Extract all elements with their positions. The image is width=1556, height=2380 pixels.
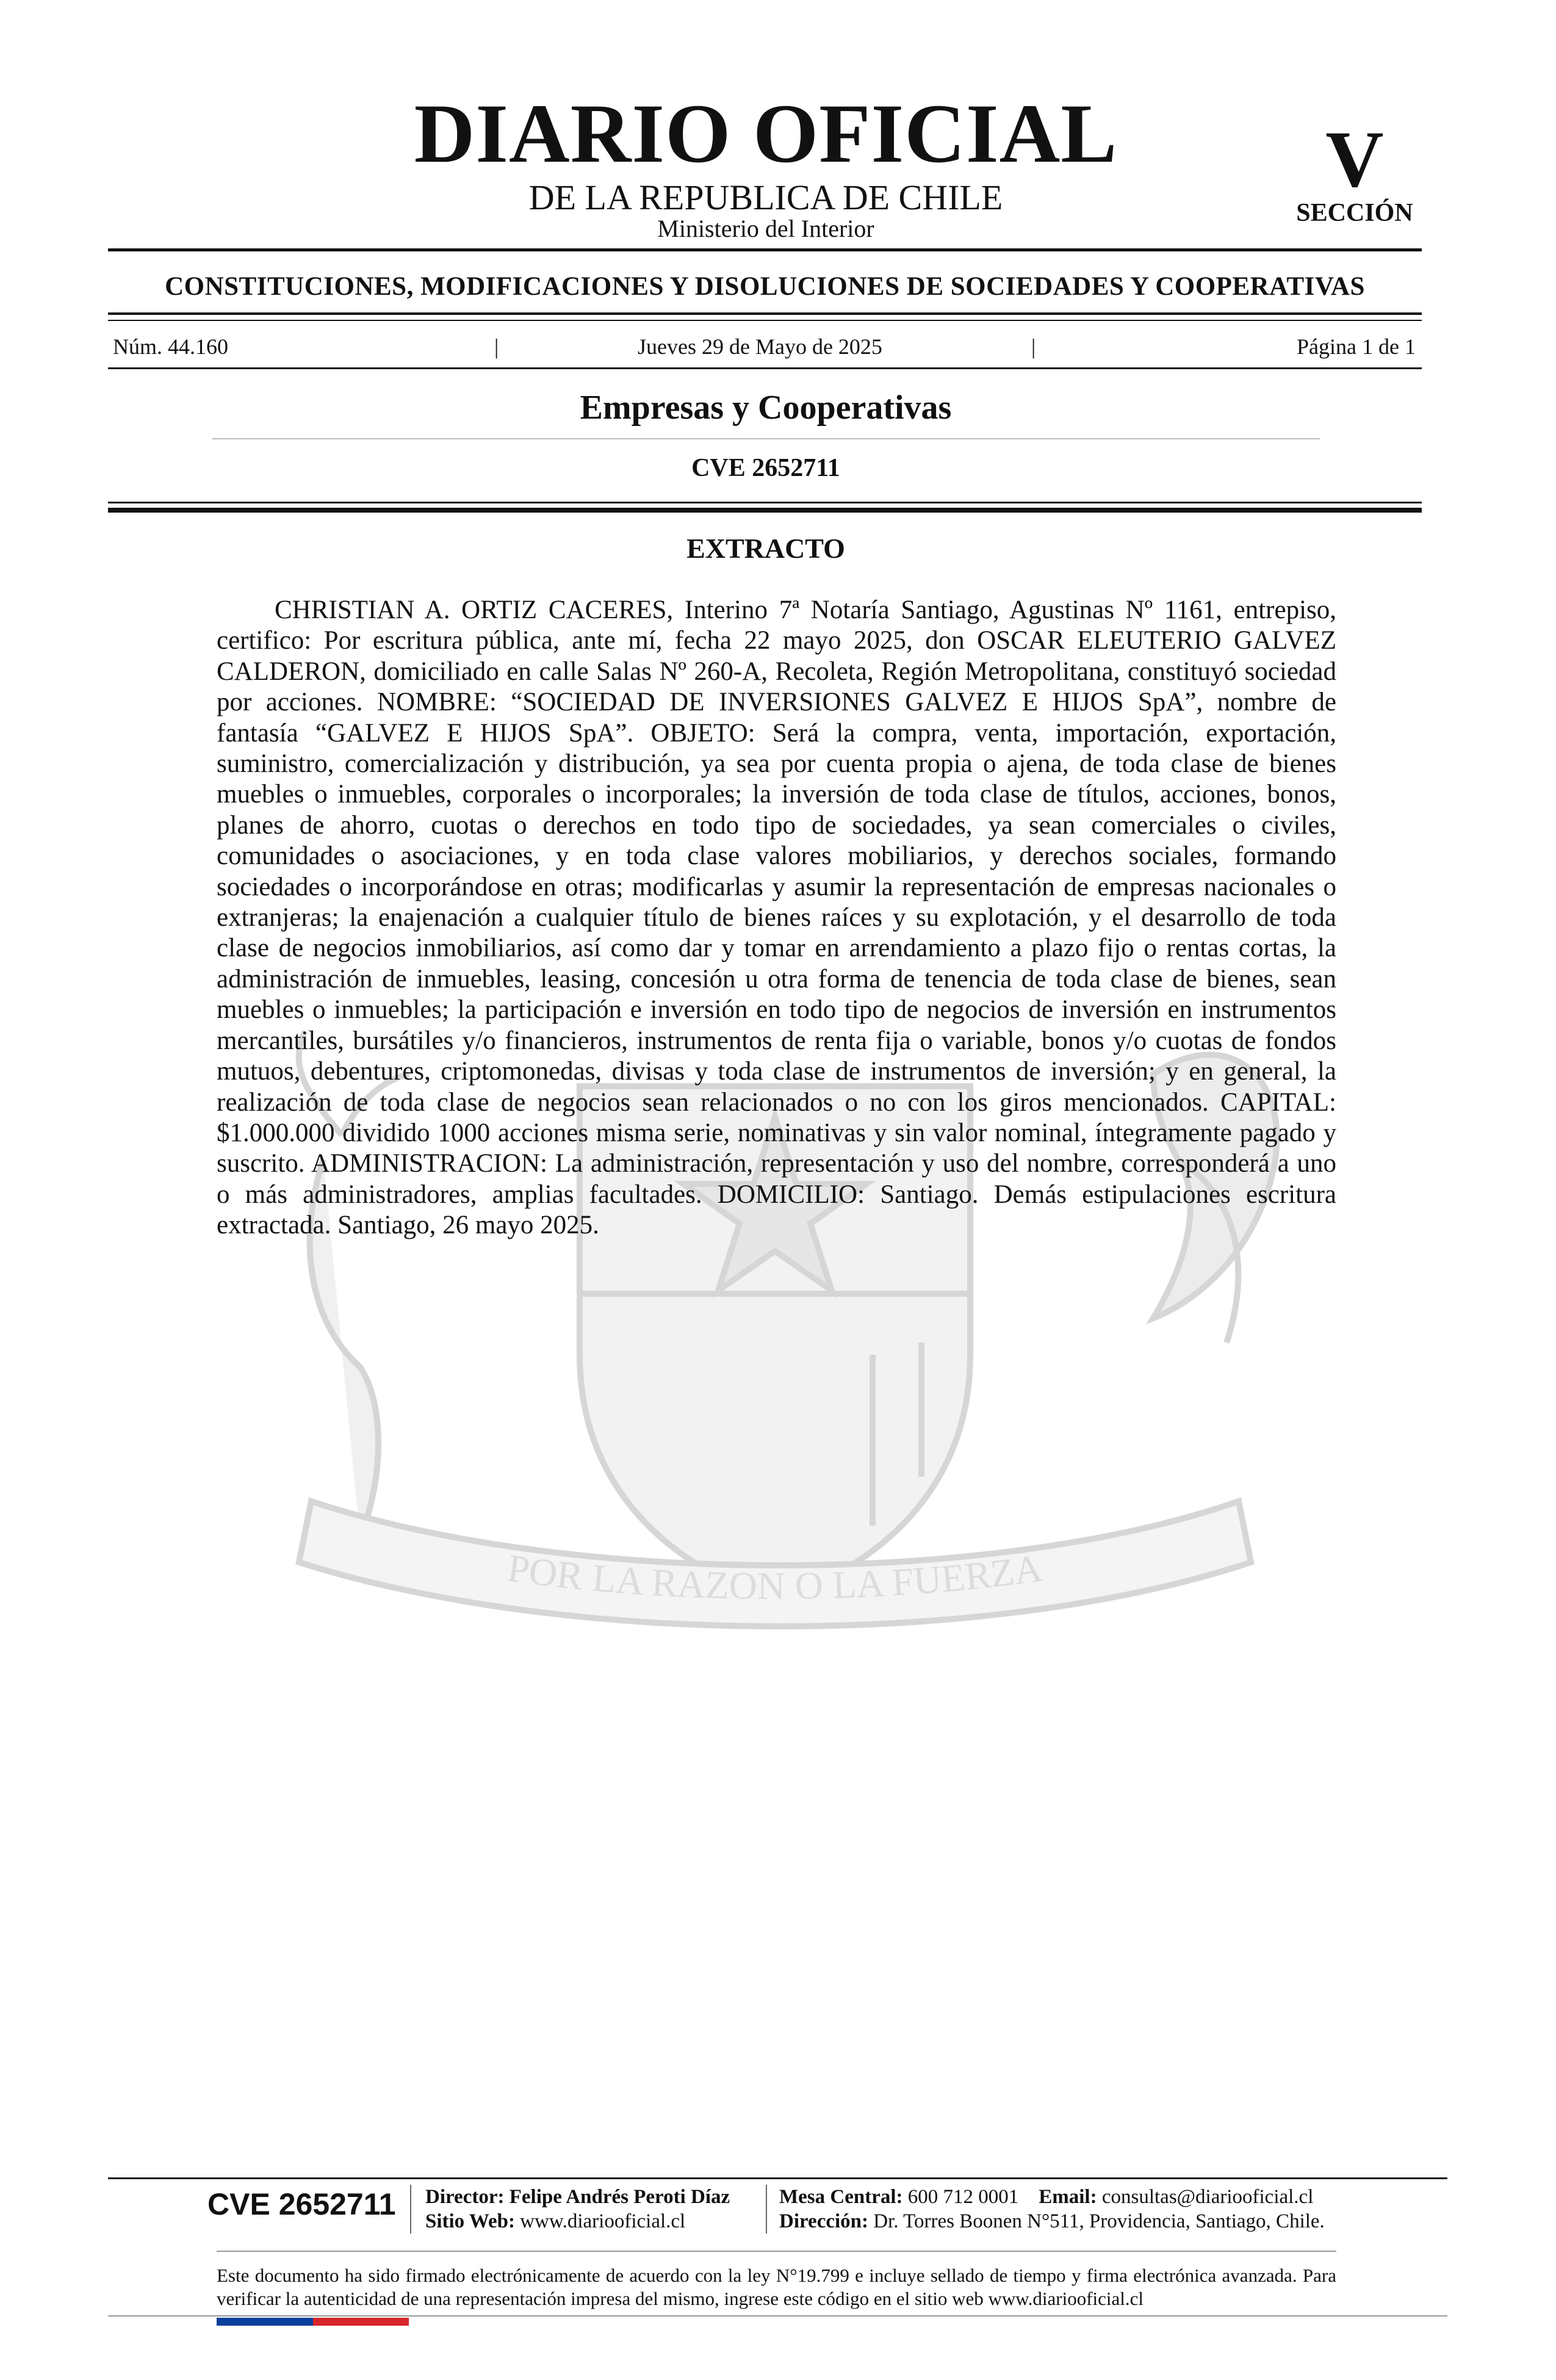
website-label: Sitio Web: <box>425 2210 516 2232</box>
flag-stripe-blue <box>217 2318 313 2326</box>
footer-separator <box>766 2185 767 2234</box>
issue-number: Núm. 44.160 <box>113 334 228 359</box>
issue-separator: | <box>1031 334 1036 359</box>
masthead-rule <box>108 248 1422 251</box>
director-label: Director: <box>425 2186 505 2208</box>
issue-rule <box>108 367 1422 369</box>
footer-cve-code: CVE 2652711 <box>207 2187 396 2221</box>
flag-stripe-red <box>313 2318 409 2326</box>
footer-divider <box>217 2251 1336 2252</box>
cve-rule-top <box>108 502 1422 503</box>
website-link[interactable]: www.diariooficial.cl <box>520 2210 686 2232</box>
footer-rule-top <box>108 2177 1447 2179</box>
section-word: SECCIÓN <box>1296 199 1413 227</box>
footer-contact-block <box>779 2185 1325 2234</box>
address-label: Dirección: <box>779 2210 869 2232</box>
phone-value: 600 712 0001 <box>907 2186 1019 2208</box>
section-heading: CONSTITUCIONES, MODIFICACIONES Y DISOLUCIONES DE SOCIEDADES Y COOPERATIVAS <box>165 272 1365 301</box>
footer-legal-notice: Este documento ha sido firmado electrónicamente de acuerdo con la ley N°19.799 e incluye sellado de tiempo y firma electrónica avanzada. Para verificar la autenticidad de una representación impresa del mismo, ingrese este código en el sitio web www.diariooficial.cl <box>217 2265 1336 2309</box>
director-value: Felipe Andrés Peroti Díaz <box>509 2186 730 2208</box>
cve-rule-bottom <box>108 508 1422 513</box>
address-value: Dr. Torres Boonen N°511, Providencia, Santiago, Chile. <box>873 2210 1325 2232</box>
masthead-title: DIARIO OFICIAL <box>414 87 1118 180</box>
masthead-subtitle: DE LA REPUBLICA DE CHILE <box>528 178 1003 217</box>
document-title: EXTRACTO <box>686 533 845 564</box>
issue-page: Página 1 de 1 <box>1297 334 1416 359</box>
issue-bar <box>113 334 1416 359</box>
heading-rule-bottom <box>108 320 1422 321</box>
issue-date: Jueves 29 de Mayo de 2025 <box>638 334 882 359</box>
masthead-ministry: Ministerio del Interior <box>657 215 874 242</box>
footer-director-block <box>425 2185 730 2234</box>
cve-code: CVE 2652711 <box>691 454 840 482</box>
heading-rule-top <box>108 312 1422 315</box>
email-label: Email: <box>1039 2186 1097 2208</box>
watermark-motto: POR LA RAZON O LA FUERZA <box>505 1546 1045 1608</box>
email-link[interactable]: consultas@diariooficial.cl <box>1101 2186 1314 2208</box>
issue-separator: | <box>494 334 499 359</box>
phone-label: Mesa Central: <box>779 2186 903 2208</box>
category-title: Empresas y Cooperativas <box>580 389 952 427</box>
category-divider <box>212 438 1320 439</box>
footer-separator <box>410 2185 411 2234</box>
footer-rule-bottom <box>108 2315 1447 2317</box>
section-letter: V <box>1325 114 1384 204</box>
document-body: CHRISTIAN A. ORTIZ CACERES, Interino 7ª Notaría Santiago, Agustinas Nº 1161, entrepiso, certifico: Por escritura pública, ante mí, fecha 22 mayo 2025, don OSCAR ELEUTERIO GALVEZ CALDERON, domiciliado en calle Salas Nº 260-A, Recoleta, Región Metropolitana, constituyó sociedad por acciones. NOMBRE: “SOCIEDAD DE INVERSIONES GALVEZ E HIJOS SpA”, nombre de fantasía “GALVEZ E HIJOS SpA”. OBJETO: Será la compra, venta, importación, exportación, suministro, comercialización y distribución, ya sea por cuenta propia o ajena, de toda clase de bienes muebles o inmuebles, corporales o incorporales; la inversión de toda clase de títulos, acciones, bonos, planes de ahorro, cuotas o derechos en todo tipo de sociedades, ya sean comerciales o civiles, comunidades o asociaciones, y en toda clase valores mobiliarios, y derechos sociales, formando sociedades o incorporándose en otras; modificarlas y asumir la representación de empresas nacionales o extranjeras; la enajenación a cualquier título de bienes raíces y su explotación, y el desarrollo de toda clase de negocios inmobiliarios, así como dar y tomar en arrendamiento a plazo fijo o rentas cortas, la administración de inmuebles, leasing, concesión u otra forma de tenencia de toda clase de bienes, sean muebles o inmuebles; la participación e inversión en todo tipo de negocios de inversión en instrumentos mercantiles, bursátiles y/o financieros, instrumentos de renta fija o variable, bonos y/o cuotas de fondos mutuos, debentures, criptomonedas, divisas y toda clase de instrumentos de inversión; y en general, la realización de toda clase de negocios sean relacionados o no con los giros mencionados. CAPITAL: $1.000.000 dividido 1000 acciones misma serie, nominativas y sin valor nominal, íntegramente pagado y suscrito. ADMINISTRACION: La administración, representación y uso del nombre, corresponderá a uno o más administradores, amplias facultades. DOMICILIO: Santiago. Demás estipulaciones escritura extractada. Santiago, 26 mayo 2025. <box>217 596 1336 1240</box>
